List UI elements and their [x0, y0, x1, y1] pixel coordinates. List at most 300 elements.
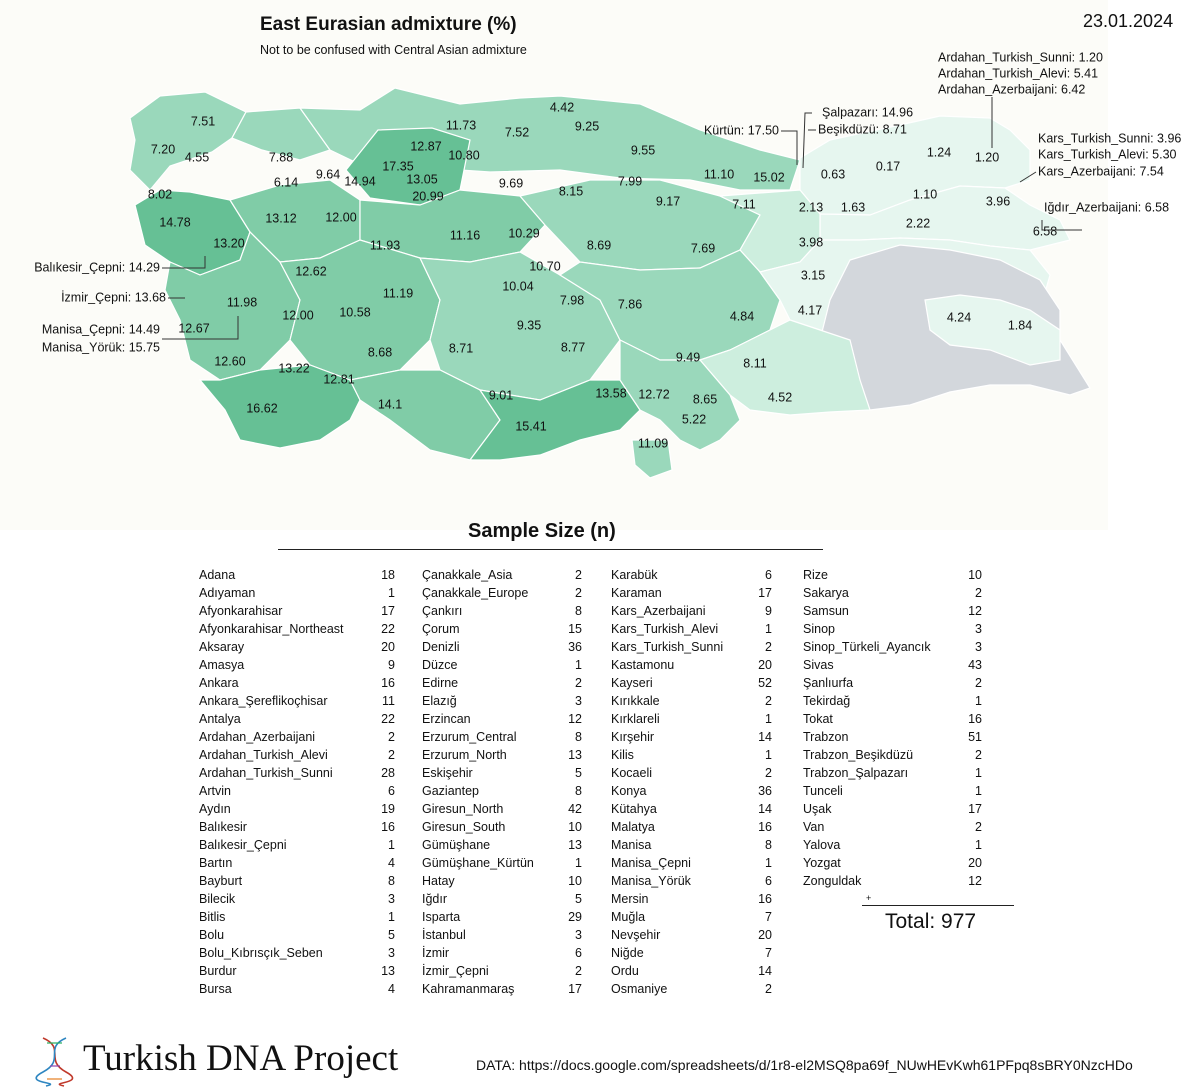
province-value-label: 13.58	[595, 386, 627, 401]
sample-count: 9	[388, 658, 395, 672]
sample-row	[199, 818, 395, 836]
sample-row	[199, 584, 395, 602]
sample-count: 2	[975, 676, 982, 690]
sample-region-name: Elazığ	[422, 694, 457, 708]
sample-row	[422, 566, 582, 584]
province-value-label: 11.09	[637, 436, 669, 451]
sample-region-name: Ardahan_Turkish_Sunni	[199, 766, 333, 780]
province-value-label: 20.99	[412, 189, 444, 204]
sample-count: 1	[575, 658, 582, 672]
sample-row	[611, 980, 772, 998]
sample-count: 13	[568, 838, 582, 852]
sample-row	[611, 656, 772, 674]
province-value-label: 16.62	[246, 401, 278, 416]
sample-row	[611, 818, 772, 836]
sample-count: 6	[765, 874, 772, 888]
sample-region-name: Bayburt	[199, 874, 243, 888]
sample-count: 2	[765, 982, 772, 996]
sample-count: 6	[575, 946, 582, 960]
sample-row	[803, 800, 982, 818]
province-value-label: 8.15	[558, 184, 584, 199]
sample-count: 15	[568, 622, 582, 636]
sample-row	[611, 566, 772, 584]
sample-region-name: Nevşehir	[611, 928, 661, 942]
callout-label: İzmir_Çepni: 13.68	[61, 290, 166, 305]
callout-label: Ardahan_Azerbaijani: 6.42	[938, 82, 1086, 97]
sample-count: 18	[381, 568, 395, 582]
sample-region-name: Osmaniye	[611, 982, 668, 996]
sample-region-name: Van	[803, 820, 825, 834]
sample-count: 9	[765, 604, 772, 618]
sample-region-name: Yalova	[803, 838, 841, 852]
sample-row	[199, 638, 395, 656]
province-value-label: 12.62	[295, 264, 327, 279]
sample-row	[611, 926, 772, 944]
province-value-label: 7.69	[690, 241, 716, 256]
province-value-label: 4.84	[729, 309, 755, 324]
sample-region-name: Kayseri	[611, 676, 653, 690]
sample-row	[199, 890, 395, 908]
callout-label: Ardahan_Turkish_Sunni: 1.20	[938, 50, 1103, 65]
sample-row	[199, 782, 395, 800]
map-title: East Eurasian admixture (%)	[260, 14, 517, 35]
sample-count: 17	[568, 982, 582, 996]
sample-row	[803, 854, 982, 872]
sample-row	[611, 584, 772, 602]
sample-row	[611, 638, 772, 656]
sample-row	[422, 674, 582, 692]
sample-region-name: Bitlis	[199, 910, 226, 924]
sample-region-name: Kilis	[611, 748, 634, 762]
sample-region-name: Çorum	[422, 622, 460, 636]
sample-row	[422, 800, 582, 818]
sample-row	[199, 854, 395, 872]
sample-region-name: Trabzon	[803, 730, 849, 744]
sample-count: 8	[388, 874, 395, 888]
province-value-label: 4.42	[549, 100, 575, 115]
sample-count: 2	[575, 676, 582, 690]
sample-region-name: Artvin	[199, 784, 231, 798]
sample-count: 6	[388, 784, 395, 798]
sample-count: 2	[575, 586, 582, 600]
sample-count: 8	[765, 838, 772, 852]
dna-helix-logo-icon	[34, 1036, 78, 1091]
province-value-label: 7.86	[617, 297, 643, 312]
sample-count: 16	[968, 712, 982, 726]
plus-mark: +	[866, 893, 872, 903]
callout-label: Balıkesir_Çepni: 14.29	[34, 260, 160, 275]
province-value-label: 4.55	[184, 150, 210, 165]
sample-count: 1	[765, 748, 772, 762]
sample-row	[199, 674, 395, 692]
province-value-label: 14.1	[377, 397, 403, 412]
sample-row	[803, 602, 982, 620]
sample-region-name: Giresun_North	[422, 802, 504, 816]
sample-region-name: Erzincan	[422, 712, 471, 726]
sample-column-4	[803, 566, 982, 890]
province-value-label: 8.68	[367, 345, 393, 360]
province-value-label: 3.98	[798, 235, 824, 250]
sample-region-name: Malatya	[611, 820, 655, 834]
province-value-label: 1.10	[912, 187, 938, 202]
province-value-label: 3.96	[985, 194, 1011, 209]
sample-row	[803, 836, 982, 854]
sample-count: 2	[575, 568, 582, 582]
sample-region-name: Ardahan_Turkish_Alevi	[199, 748, 328, 762]
sample-count: 2	[575, 964, 582, 978]
sample-region-name: Manisa_Yörük	[611, 874, 691, 888]
sample-region-name: Muğla	[611, 910, 646, 924]
sample-count: 8	[575, 604, 582, 618]
sample-region-name: Karabük	[611, 568, 658, 582]
sample-count: 3	[575, 928, 582, 942]
total-count: Total: 977	[885, 910, 977, 933]
sample-count: 1	[975, 838, 982, 852]
sample-row	[422, 710, 582, 728]
sample-row	[422, 908, 582, 926]
province-value-label: 6.14	[273, 175, 299, 190]
sample-count: 51	[968, 730, 982, 744]
sample-row	[422, 944, 582, 962]
sample-count: 1	[765, 856, 772, 870]
callout-label: Iğdır_Azerbaijani: 6.58	[1044, 200, 1170, 215]
sample-row	[422, 584, 582, 602]
data-source-link[interactable]: DATA: https://docs.google.com/spreadsheets/d/1r8-el2MSQ8pa69f_NUwHEvKwh61PFpq8sBRY0NzcHDo	[476, 1057, 1133, 1073]
province-value-label: 7.11	[732, 197, 756, 212]
province-value-label: 12.00	[325, 210, 357, 225]
sample-row	[611, 674, 772, 692]
callout-label: Kürtün: 17.50	[703, 123, 779, 138]
province-value-label: 9.49	[675, 350, 701, 365]
sample-region-name: Bolu_Kıbrısçık_Seben	[199, 946, 323, 960]
sample-region-name: Adana	[199, 568, 236, 582]
sample-region-name: Gümüşhane	[422, 838, 491, 852]
sample-row	[611, 728, 772, 746]
province-value-label: 9.17	[655, 194, 681, 209]
sample-region-name: Gümüşhane_Kürtün	[422, 856, 534, 870]
sample-count: 52	[758, 676, 772, 690]
sample-region-name: Giresun_South	[422, 820, 506, 834]
sample-count: 20	[381, 640, 395, 654]
province-value-label: 8.11	[743, 356, 767, 371]
sample-row	[422, 782, 582, 800]
sample-region-name: Sinop_Türkeli_Ayancık	[803, 640, 931, 654]
province-value-label: 13.20	[213, 236, 245, 251]
sample-region-name: Hatay	[422, 874, 455, 888]
sample-count: 14	[758, 802, 772, 816]
sample-row	[199, 908, 395, 926]
sample-count: 11	[382, 694, 395, 708]
province-value-label: 5.22	[681, 412, 707, 427]
sample-count: 12	[568, 712, 582, 726]
sample-count: 20	[968, 856, 982, 870]
sample-count: 1	[575, 856, 582, 870]
sample-row	[422, 638, 582, 656]
province-value-label: 6.58	[1032, 224, 1058, 239]
sample-region-name: Bolu	[199, 928, 225, 942]
sample-row	[803, 710, 982, 728]
sample-row	[199, 746, 395, 764]
province-value-label: 9.69	[498, 176, 524, 191]
date-label: 23.01.2024	[1083, 11, 1174, 31]
sample-region-name: Ordu	[611, 964, 639, 978]
province-value-label: 11.16	[449, 228, 481, 243]
sample-region-name: Sakarya	[803, 586, 849, 600]
sample-count: 43	[968, 658, 982, 672]
sample-region-name: Kastamonu	[611, 658, 675, 672]
sample-count: 2	[388, 748, 395, 762]
sample-region-name: Manisa_Çepni	[611, 856, 691, 870]
sample-row	[803, 674, 982, 692]
sample-region-name: Ardahan_Azerbaijani	[199, 730, 316, 744]
sample-region-name: Samsun	[803, 604, 849, 618]
sample-count: 17	[381, 604, 395, 618]
sample-count: 1	[388, 838, 395, 852]
sample-row	[611, 890, 772, 908]
sample-region-name: Eskişehir	[422, 766, 473, 780]
sample-region-name: Bursa	[199, 982, 232, 996]
sample-count: 2	[975, 820, 982, 834]
sample-row	[611, 800, 772, 818]
callout-label: Manisa_Çepni: 14.49	[41, 322, 160, 337]
sample-region-name: Burdur	[199, 964, 237, 978]
province-value-label: 7.20	[150, 142, 176, 157]
sample-size-divider	[278, 549, 823, 550]
province-value-label: 11.73	[445, 118, 477, 133]
province-value-label: 12.60	[214, 354, 246, 369]
sample-row	[803, 638, 982, 656]
sample-count: 19	[381, 802, 395, 816]
province-value-label: 8.69	[586, 238, 612, 253]
province-value-label: 9.01	[488, 388, 514, 403]
sample-count: 17	[758, 586, 772, 600]
sample-count: 8	[575, 784, 582, 798]
sample-region-name: Kırklareli	[611, 712, 660, 726]
province-value-label: 2.22	[905, 216, 931, 231]
sample-region-name: Ankara	[199, 676, 239, 690]
sample-row	[422, 890, 582, 908]
sample-region-name: Uşak	[803, 802, 832, 816]
province-value-label: 4.52	[767, 390, 793, 405]
callout-label: Kars_Turkish_Alevi: 5.30	[1038, 147, 1177, 162]
sample-region-name: Tekirdağ	[803, 694, 851, 708]
sample-count: 7	[765, 946, 772, 960]
province-value-label: 10.29	[508, 226, 540, 241]
sample-region-name: Sivas	[803, 658, 834, 672]
province-value-label: 8.02	[147, 187, 173, 202]
total-divider	[862, 905, 1014, 906]
province-value-label: 3.15	[800, 268, 826, 283]
province-value-label: 9.35	[516, 318, 542, 333]
sample-region-name: Balıkesir	[199, 820, 247, 834]
province-value-label: 8.71	[448, 341, 474, 356]
sample-row	[803, 746, 982, 764]
province-value-label: 12.67	[178, 321, 210, 336]
sample-count: 16	[381, 676, 395, 690]
sample-count: 10	[568, 820, 582, 834]
sample-region-name: Kırıkkale	[611, 694, 660, 708]
sample-count: 7	[765, 910, 772, 924]
sample-region-name: Aydın	[199, 802, 231, 816]
sample-count: 3	[575, 694, 582, 708]
sample-row	[803, 872, 982, 890]
province-value-label: 7.98	[559, 293, 585, 308]
sample-region-name: Tunceli	[803, 784, 843, 798]
brand-name: Turkish DNA Project	[83, 1038, 399, 1079]
sample-row	[803, 566, 982, 584]
sample-row	[199, 566, 395, 584]
sample-region-name: Çanakkale_Asia	[422, 568, 513, 582]
sample-row	[422, 818, 582, 836]
sample-region-name: Gaziantep	[422, 784, 479, 798]
sample-row	[611, 908, 772, 926]
sample-count: 1	[975, 766, 982, 780]
sample-count: 16	[758, 820, 772, 834]
sample-count: 6	[765, 568, 772, 582]
province-value-label: 4.24	[946, 310, 972, 325]
sample-size-title: Sample Size (n)	[468, 520, 616, 542]
province-value-label: 4.17	[797, 303, 823, 318]
sample-count: 16	[758, 892, 772, 906]
sample-region-name: İstanbul	[422, 928, 466, 942]
sample-row	[199, 836, 395, 854]
sample-region-name: İzmir_Çepni	[422, 964, 489, 978]
sample-region-name: Niğde	[611, 946, 644, 960]
sample-count: 1	[765, 622, 772, 636]
sample-row	[611, 962, 772, 980]
sample-row	[422, 962, 582, 980]
sample-count: 22	[381, 712, 395, 726]
sample-count: 2	[388, 730, 395, 744]
sample-region-name: Erzurum_North	[422, 748, 507, 762]
sample-region-name: Amasya	[199, 658, 245, 672]
province-value-label: 8.65	[692, 392, 718, 407]
sample-region-name: Kars_Turkish_Alevi	[611, 622, 719, 636]
sample-row	[611, 764, 772, 782]
province-value-label: 8.77	[560, 340, 586, 355]
sample-row	[199, 692, 395, 710]
sample-count: 2	[975, 748, 982, 762]
callout-label: Ardahan_Turkish_Alevi: 5.41	[938, 66, 1099, 81]
sample-region-name: Kahramanmaraş	[422, 982, 515, 996]
sample-count: 13	[381, 964, 395, 978]
sample-count: 36	[758, 784, 772, 798]
sample-row	[422, 980, 582, 998]
sample-row	[803, 818, 982, 836]
sample-row	[422, 602, 582, 620]
sample-region-name: Sinop	[803, 622, 835, 636]
sample-count: 1	[975, 784, 982, 798]
sample-column-2	[422, 566, 582, 998]
sample-count: 2	[765, 640, 772, 654]
sample-row	[422, 692, 582, 710]
sample-region-name: Kocaeli	[611, 766, 652, 780]
province-value-label: 13.12	[265, 211, 297, 226]
province-value-label: 1.24	[926, 145, 952, 160]
sample-row	[611, 836, 772, 854]
sample-region-name: Ankara_Şereflikoçhisar	[199, 694, 328, 708]
sample-region-name: Mersin	[611, 892, 649, 906]
sample-count: 5	[575, 892, 582, 906]
sample-count: 2	[765, 694, 772, 708]
sample-count: 10	[568, 874, 582, 888]
sample-region-name: Antalya	[199, 712, 241, 726]
sample-row	[422, 854, 582, 872]
province-value-label: 10.80	[448, 148, 480, 163]
province-value-label: 9.55	[630, 143, 656, 158]
province-value-label: 11.98	[226, 295, 258, 310]
sample-row	[422, 620, 582, 638]
sample-count: 1	[388, 910, 395, 924]
sample-row	[611, 620, 772, 638]
sample-row	[611, 872, 772, 890]
sample-count: 1	[765, 712, 772, 726]
sample-row	[199, 620, 395, 638]
sample-row	[803, 692, 982, 710]
sample-row	[422, 926, 582, 944]
sample-region-name: Edirne	[422, 676, 459, 690]
province-value-label: 17.35	[382, 159, 414, 174]
sample-count: 22	[381, 622, 395, 636]
sample-row	[803, 728, 982, 746]
province-value-label: 7.52	[504, 125, 530, 140]
province-value-label: 10.04	[502, 279, 534, 294]
sample-region-name: Erzurum_Central	[422, 730, 517, 744]
sample-region-name: Balıkesir_Çepni	[199, 838, 287, 852]
province-value-label: 15.02	[753, 170, 785, 185]
sample-row	[803, 584, 982, 602]
province-value-label: 13.05	[406, 172, 438, 187]
sample-row	[611, 746, 772, 764]
province-value-label: 12.87	[410, 139, 442, 154]
sample-count: 5	[388, 928, 395, 942]
province-value-label: 7.51	[190, 114, 216, 129]
sample-row	[422, 728, 582, 746]
sample-row	[199, 872, 395, 890]
sample-row	[199, 926, 395, 944]
province-value-label: 9.25	[574, 119, 600, 134]
sample-row	[422, 656, 582, 674]
province-value-label: 13.22	[278, 361, 310, 376]
province-region	[520, 180, 760, 270]
sample-row	[611, 710, 772, 728]
sample-row	[199, 800, 395, 818]
sample-count: 16	[381, 820, 395, 834]
sample-region-name: Yozgat	[803, 856, 841, 870]
sample-region-name: Bilecik	[199, 892, 236, 906]
sample-row	[803, 782, 982, 800]
province-value-label: 7.88	[268, 150, 294, 165]
sample-row	[199, 710, 395, 728]
sample-row	[422, 746, 582, 764]
sample-row	[803, 620, 982, 638]
province-value-label: 10.58	[339, 305, 371, 320]
sample-row	[422, 764, 582, 782]
sample-region-name: Çankırı	[422, 604, 463, 618]
province-value-label: 10.70	[529, 259, 561, 274]
province-value-label: 11.93	[369, 238, 401, 253]
sample-row	[611, 692, 772, 710]
sample-region-name: Karaman	[611, 586, 662, 600]
sample-row	[199, 728, 395, 746]
sample-count: 8	[575, 730, 582, 744]
sample-region-name: Kırşehir	[611, 730, 655, 744]
province-value-label: 12.00	[282, 308, 314, 323]
sample-count: 20	[758, 928, 772, 942]
sample-row	[199, 944, 395, 962]
sample-count: 1	[975, 694, 982, 708]
sample-count: 13	[568, 748, 582, 762]
